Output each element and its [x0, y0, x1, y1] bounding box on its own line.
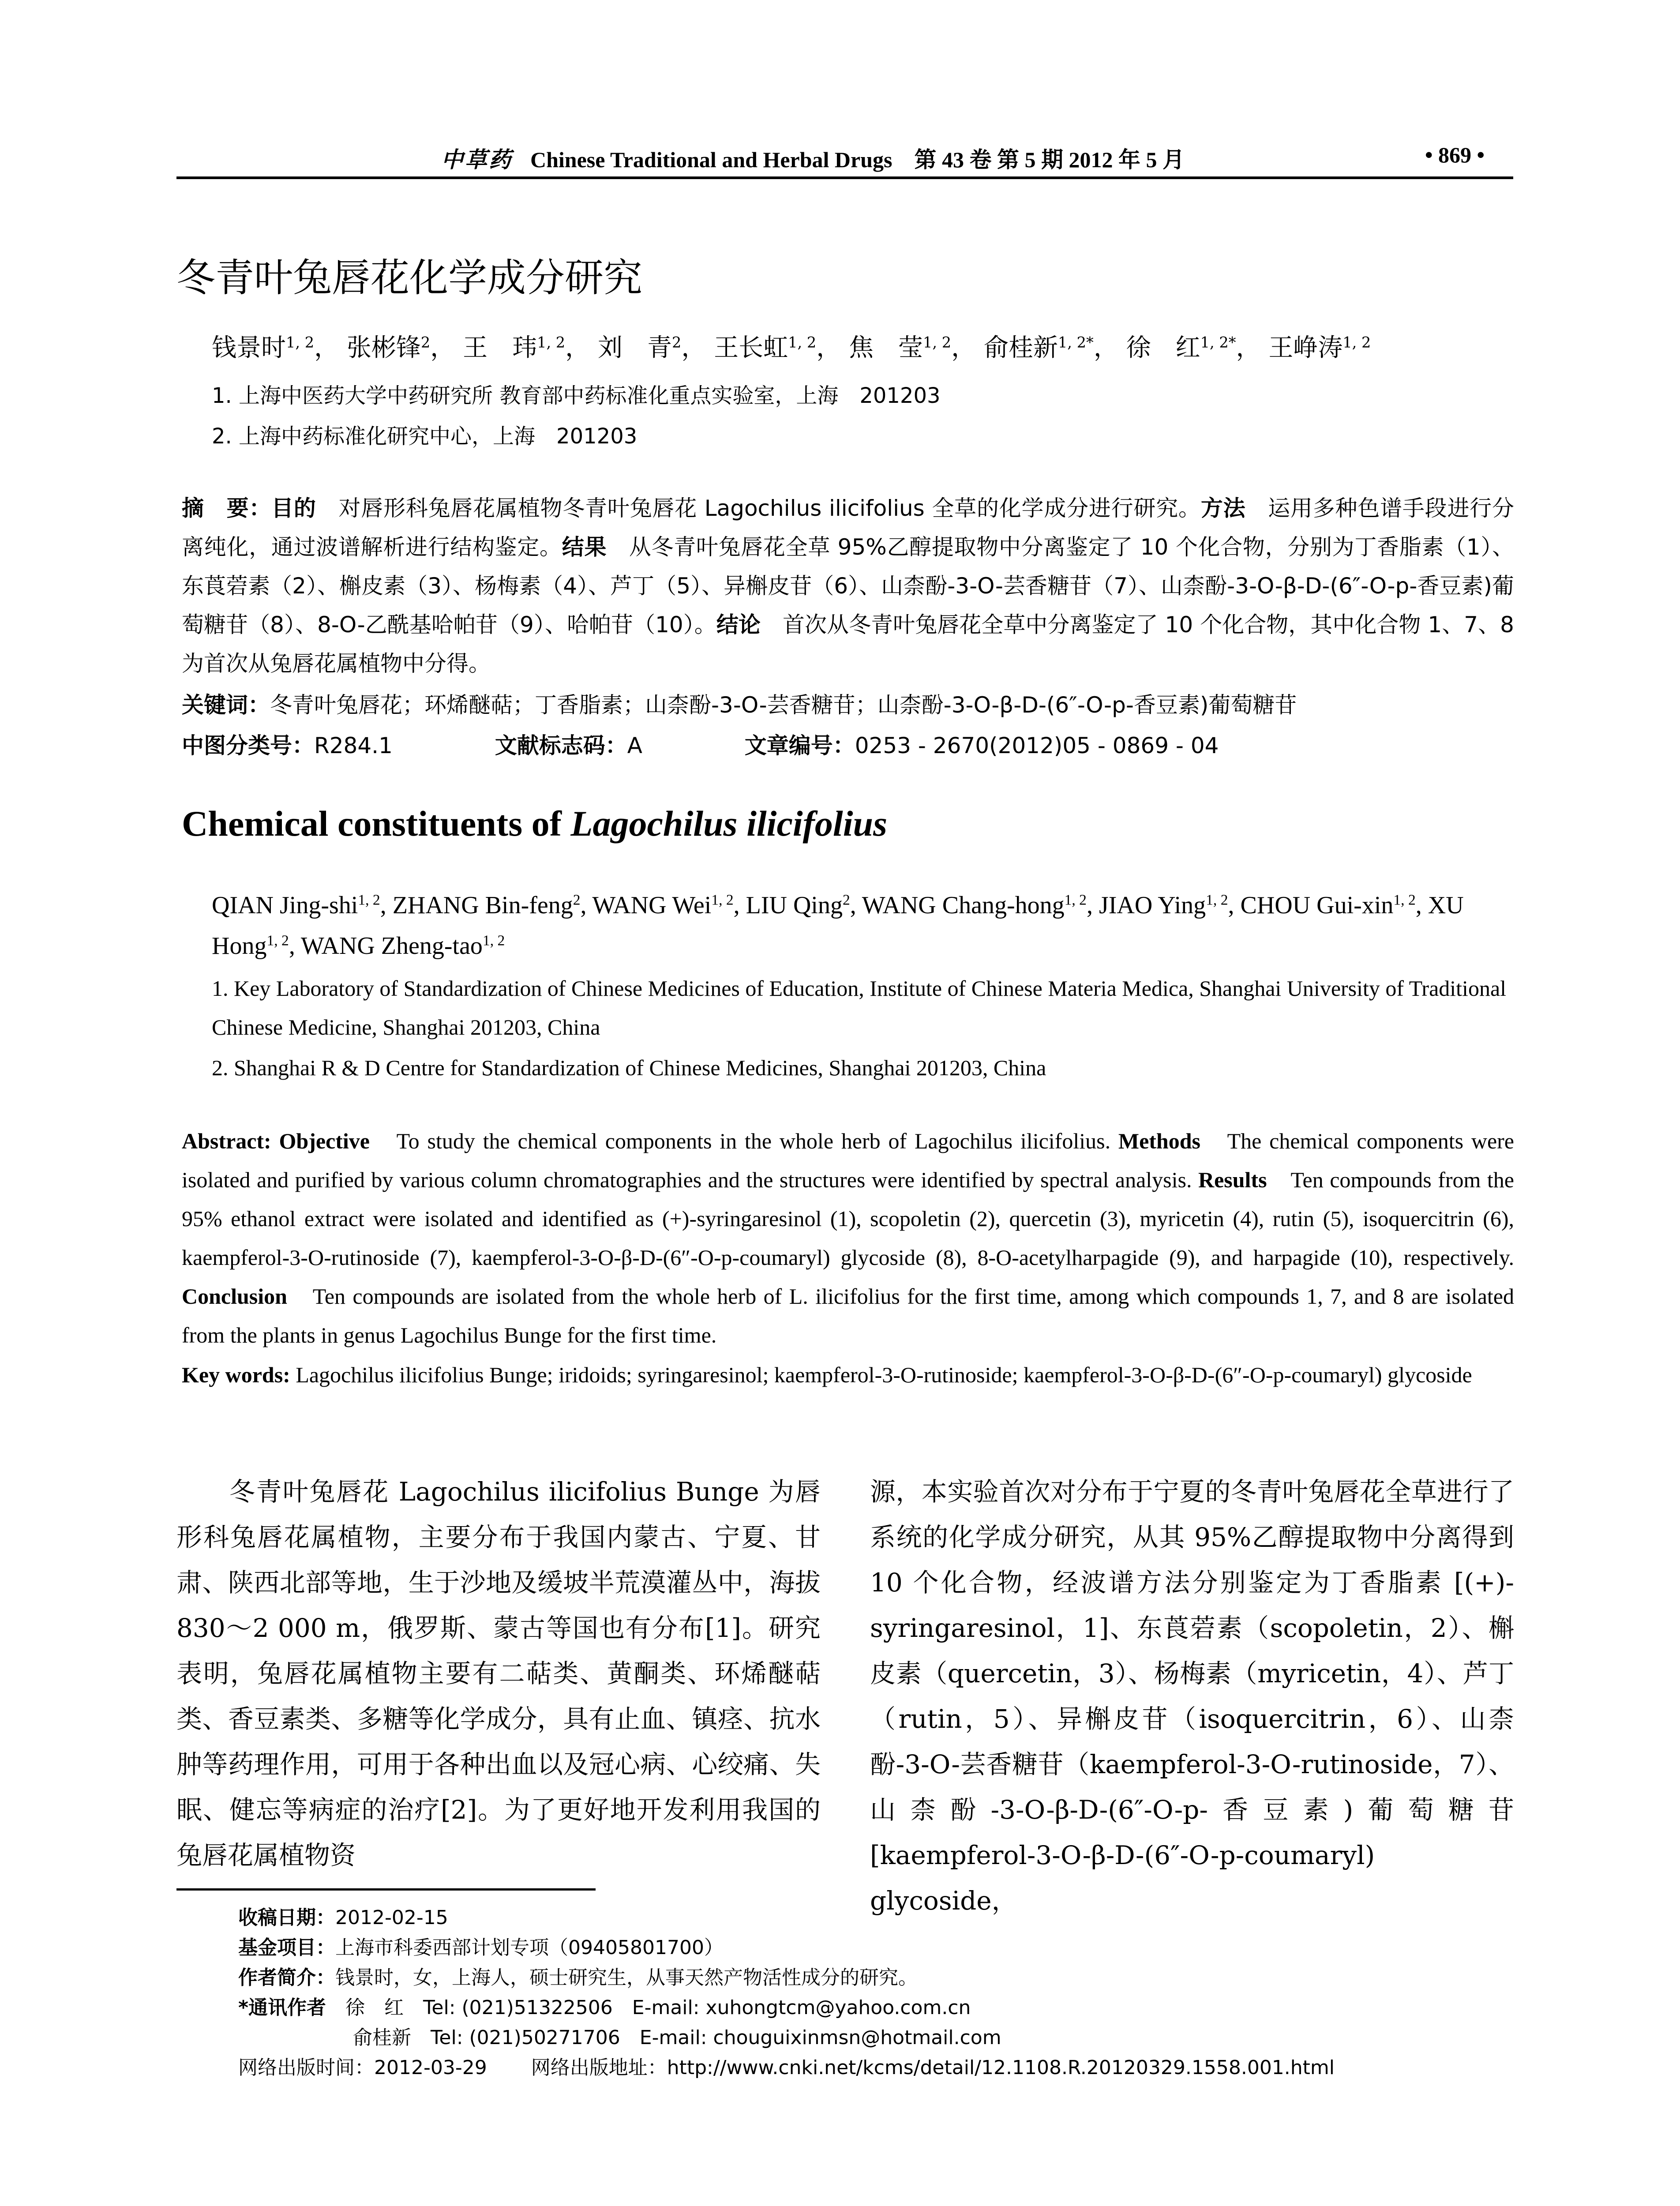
conclusion-text: 首次从冬青叶兔唇花全草中分离鉴定了 10 个化合物，其中化合物 1、7、8 为首次从兔唇花属植物中分得。 [182, 612, 1514, 676]
author-sup: 2 [842, 892, 850, 908]
author-sup: 1, 2 [1342, 334, 1371, 351]
methods-label: 方法 [1200, 495, 1246, 521]
author-en: ZHANG Bin-feng [392, 892, 573, 919]
doc-value: A [627, 733, 642, 758]
methods-en-text: The chemical components were isolated and purified by various column chromatographies and the structures were identified by spectral analysis. [182, 1129, 1514, 1192]
abstract-label: 摘 要： [182, 495, 272, 521]
author-cn: 张彬锋 [346, 334, 421, 362]
abstract-english [182, 1122, 1514, 1354]
affiliation-cn-2: 2. 上海中药标准化研究中心，上海 201203 [212, 424, 638, 449]
page-number: • 869 • [1425, 143, 1485, 167]
author-sup: 2 [420, 334, 431, 351]
results-label: 结果 [562, 534, 607, 560]
objective-en-text: To study the chemical components in the whole herb of Lagochilus ilicifolius. [370, 1129, 1118, 1153]
author-sup: 1, 2 [788, 334, 817, 351]
footnote-correspondence-2: 俞桂新 Tel: (021)50271706 E-mail: chouguixinmsn@hotmail.com [353, 2026, 1001, 2049]
title-english-italic: Lagochilus ilicifolius [570, 803, 888, 844]
journal-header [441, 142, 1185, 174]
affiliation-cn-1: 1. 上海中医药大学中药研究所 教育部中药标准化重点实验室，上海 201203 [212, 383, 941, 408]
journal-logo: 中草药 [441, 147, 513, 172]
conclusion-en-label: Conclusion [182, 1284, 287, 1309]
author-sup: 1, 2 [286, 334, 315, 351]
footnote-rule [176, 1888, 596, 1891]
keywords-en-label: Key words: [182, 1362, 290, 1387]
author-sup: 2 [671, 334, 682, 351]
abstract-chinese [182, 489, 1514, 683]
keywords-chinese [182, 687, 1297, 719]
author-en: XU Hong [212, 892, 1464, 960]
clc-label: 中图分类号： [182, 733, 314, 758]
footnote-received [238, 1902, 448, 1930]
author-bio-label: 作者简介： [238, 1966, 335, 1989]
author-en: JIAO Ying [1099, 892, 1206, 919]
keywords-text: 冬青叶兔唇花；环烯醚萜；丁香脂素；山柰酚-3-O-芸香糖苷；山柰酚-3-O-β-D-(6″-O-p-香豆素)葡萄糖苷 [270, 692, 1297, 718]
author-cn: 焦 莹 [849, 334, 923, 362]
footnote-fund [238, 1932, 724, 1960]
conclusion-en-text: Ten compounds are isolated from the whole herb of L. ilicifolius for the first time, among which compounds 1, 7, and 8 are isolated from the plants in genus Lagochilus Bunge for the first time. [182, 1284, 1514, 1347]
footnote-online [238, 2052, 1335, 2080]
journal-info: Chinese Traditional and Herbal Drugs 第 43 卷 第 5 期 2012 年 5 月 [530, 147, 1185, 172]
abstract-en-label: Abstract: Objective [182, 1129, 370, 1153]
doc-label: 文献标志码： [495, 733, 627, 758]
author-cn: 王长虹 [714, 334, 788, 362]
received-label: 收稿日期： [238, 1906, 335, 1929]
author-sup: 1, 2* [1058, 334, 1094, 351]
author-cn: 王峥涛 [1268, 334, 1343, 362]
classification-line [182, 728, 1219, 760]
body-column-right: 源，本实验首次对分布于宁夏的冬青叶兔唇花全草进行了系统的化学成分研究，从其 95%乙醇提取物中分离得到 10 个化合物，经波谱方法分别鉴定为丁香脂素 [(+)-syringaresinol，1]、东莨菪素（scopoletin，2）、槲皮素（quercetin，3）、杨梅素（myricetin，4）、芦丁（rutin，5）、异槲皮苷（isoquercitrin，6）、山柰酚-3-O-芸香糖苷（kaempferol-3-O-rutinoside，7）、山柰酚-3-O-β-D-(6″-O-p-香豆素)葡萄糖苷 [kaempferol-3-O-β-D-(6″-O-p-coumaryl) glycoside， [870, 1477, 1514, 1916]
article-label: 文章编号： [744, 733, 855, 758]
author-sup: 1, 2 [537, 334, 566, 351]
clc-value: R284.1 [314, 733, 393, 758]
author-en: QIAN Jing-shi [212, 892, 358, 919]
author-en: WANG Chang-hong [862, 892, 1065, 919]
author-en: WANG Zheng-tao [300, 932, 483, 960]
author-sup: 2 [573, 892, 581, 908]
body-column-left: 冬青叶兔唇花 Lagochilus ilicifolius Bunge 为唇形科兔唇花属植物，主要分布于我国内蒙古、宁夏、甘肃、陕西北部等地，生于沙地及缓坡半荒漠灌丛中，海拔 830～2 000 m，俄罗斯、蒙古等国也有分布[1]。研究表明，兔唇花属植物主要有二萜类、黄酮类、环烯醚萜类、香豆素类、多糖等化学成分，具有止血、镇痉、抗水肿等药理作用，可用于各种出血以及冠心病、心绞痛、失眠、健忘等病症的治疗[2]。为了更好地开发利用我国的兔唇花属植物资 [176, 1477, 821, 1870]
author-en: CHOU Gui-xin [1240, 892, 1394, 919]
author-sup: 1, 2 [1206, 892, 1228, 908]
online-date: 网络出版时间：2012-03-29 [238, 2056, 487, 2079]
author-sup: 1, 2 [358, 892, 380, 908]
keywords-en-text: Lagochilus ilicifolius Bunge; iridoids; syringaresinol; kaempferol-3-O-rutinoside; kaempferol-3-O-β-D-(6″-O-p-coumaryl) glycoside [290, 1362, 1472, 1387]
author-cn: 俞桂新 [983, 334, 1058, 362]
author-en: LIU Qing [746, 892, 843, 919]
author-cn: 徐 红 [1126, 334, 1200, 362]
author-cn: 钱景时 [212, 334, 286, 362]
conclusion-label: 结论 [716, 612, 761, 638]
results-en-label: Results [1198, 1167, 1267, 1192]
authors-chinese: 钱景时$^{1, 2}$， 张彬锋$^2$， 王 玮$^{1, 2}$， 刘 青$^2$， 王长虹$^{1, 2}$， 焦 莹$^{1, 2}$， 俞桂新$^{1, 2*}$， 徐 红$^{1, 2*}$， 王峥涛$^{1, 2}$ [212, 334, 1371, 362]
author-bio-value: 钱景时，女，上海人，硕士研究生，从事天然产物活性成分的研究。 [335, 1966, 918, 1989]
author-sup: 1, 2 [482, 932, 505, 949]
author-en: WANG Wei [592, 892, 712, 919]
affiliation-en-1: 1. Key Laboratory of Standardization of Chinese Medicines of Education, Institute of Chinese Materia Medica, Shanghai University of Traditional Chinese Medicine, Shanghai 201203, China [212, 976, 1507, 1039]
objective-label: 目的 [271, 495, 316, 521]
results-en-text: Ten compounds from the 95% ethanol extract were isolated and identified as (+)-syringaresinol (1), scopoletin (2), quercetin (3), myricetin (4), rutin (5), isoquercitrin (6), kaempferol-3-O-rutinoside (7), kaempferol-3-O-β-D-(6″-O-p-coumaryl) glycoside (8), 8-O-acetylharpagide (9), and harpagide (10), respectively. [182, 1167, 1514, 1270]
author-sup: 1, 2 [1393, 892, 1416, 908]
author-sup: 1, 2 [711, 892, 734, 908]
footnote-correspondence [238, 1992, 971, 2020]
fund-label: 基金项目： [238, 1936, 335, 1959]
author-sup: 1, 2 [1064, 892, 1087, 908]
methods-en-label: Methods [1118, 1129, 1200, 1153]
footnote-author [238, 1962, 918, 1990]
corr-1: 徐 红 Tel: (021)51322506 E-mail: xuhongtcm@yahoo.com.cn [345, 1996, 971, 2019]
author-sup: 1, 2 [266, 932, 289, 949]
online-url[interactable]: 网络出版地址：http://www.cnki.net/kcms/detail/12.1108.R.20120329.1558.001.html [531, 2056, 1335, 2079]
methods-text: 运用多种色谱手段进行分离纯化，通过波谱解析进行结构鉴定。 [182, 495, 1515, 560]
fund-value: 上海市科委西部计划专项（09405801700） [335, 1936, 724, 1959]
author-sup: 1, 2* [1200, 334, 1236, 351]
objective-text: 对唇形科兔唇花属植物冬青叶兔唇花 Lagochilus ilicifolius 全草的化学成分进行研究。 [316, 495, 1201, 521]
title-chinese: 冬青叶兔唇花化学成分研究 [176, 255, 643, 300]
article-value: 0253 - 2670(2012)05 - 0869 - 04 [855, 733, 1219, 758]
title-english-plain: Chemical constituents of [182, 803, 571, 844]
keywords-english [182, 1355, 1514, 1394]
author-cn: 刘 青 [597, 334, 672, 362]
authors-english: QIAN Jing-shi$^{1, 2}$, ZHANG Bin-feng$^2$, WANG Wei$^{1, 2}$, LIU Qing$^2$, WANG Chang-hong$^{1, 2}$, JIAO Ying$^{1, 2}$, CHOU Gui-xin$^{1, 2}$, XU Hong$^{1, 2}$, WANG Zheng-tao$^{1, 2}$ [212, 892, 1464, 960]
title-english [182, 803, 887, 844]
author-sup: 1, 2 [923, 334, 952, 351]
author-cn: 王 玮 [463, 334, 537, 362]
header-rule [176, 176, 1513, 179]
keywords-label: 关键词： [182, 692, 270, 718]
received-value: 2012-02-15 [335, 1906, 448, 1929]
affiliation-en-2: 2. Shanghai R & D Centre for Standardization of Chinese Medicines, Shanghai 201203, China [212, 1055, 1046, 1080]
corr-label: *通讯作者 [238, 1996, 326, 2019]
results-text: 从冬青叶兔唇花全草 95%乙醇提取物中分离鉴定了 10 个化合物，分别为丁香脂素（1）、东莨菪素（2）、槲皮素（3）、杨梅素（4）、芦丁（5）、异槲皮苷（6）、山柰酚-3-O-芸香糖苷（7）、山柰酚-3-O-β-D-(6″-O-p-香豆素)葡萄糖苷（8）、8-O-乙酰基哈帕苷（9）、哈帕苷（10）。 [182, 534, 1515, 638]
